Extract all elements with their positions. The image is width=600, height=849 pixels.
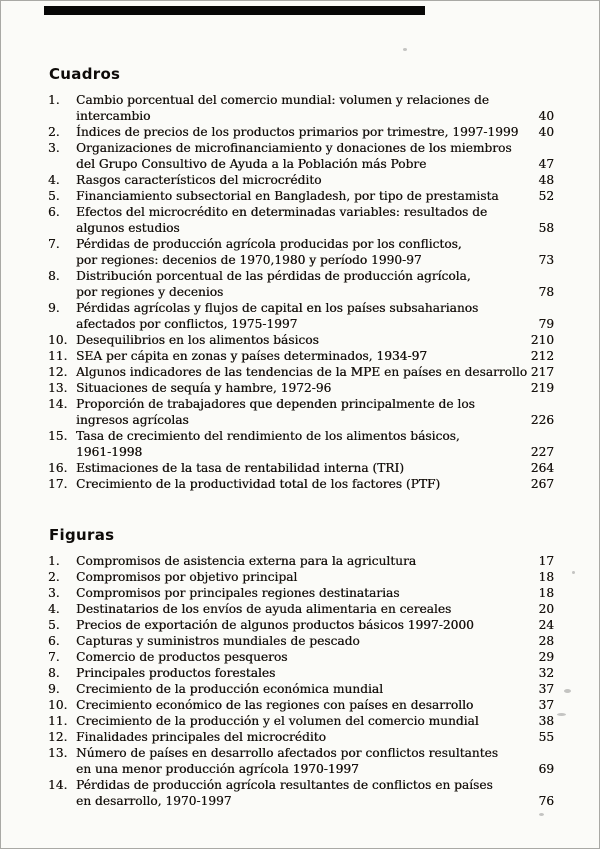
- entry-number: 9.: [48, 301, 60, 315]
- toc-entry: [48, 585, 554, 601]
- entry-title: Proporción de trabajadores que dependen principalmente de los ingresos agrícolas: [76, 397, 475, 427]
- entry-title: Cambio porcentual del comercio mundial: volumen y relaciones de intercambio: [76, 93, 489, 123]
- toc-entry: [48, 396, 554, 428]
- entry-page-number: 17: [538, 554, 554, 568]
- toc-entry: [48, 745, 554, 777]
- entry-number: 12.: [48, 730, 68, 744]
- toc-entry: [48, 124, 554, 140]
- toc-entry: [48, 188, 554, 204]
- entry-number: 2.: [48, 125, 60, 139]
- toc-entry: [48, 140, 554, 172]
- entry-page-number: 217: [530, 365, 554, 379]
- scan-speck: [403, 48, 407, 51]
- entry-page-number: 55: [538, 730, 554, 744]
- entry-page-number: 264: [530, 461, 554, 475]
- toc-entry: [48, 92, 554, 124]
- toc-entry: [48, 729, 554, 745]
- toc-entry: [48, 268, 554, 300]
- entry-title: Algunos indicadores de las tendencias de la MPE en países en desarrollo: [76, 365, 528, 379]
- entry-page-number: 79: [538, 317, 554, 331]
- entry-page-number: 210: [530, 333, 554, 347]
- toc-entry: [48, 681, 554, 697]
- entry-title: Crecimiento de la productividad total de los factores (PTF): [76, 477, 441, 491]
- entry-title: Situaciones de sequía y hambre, 1972-96: [76, 381, 332, 395]
- entry-page-number: 24: [538, 618, 554, 632]
- entry-page-number: 58: [538, 221, 554, 235]
- section-cuadros: [48, 65, 554, 492]
- entry-page-number: 69: [538, 762, 554, 776]
- toc-entry: [48, 569, 554, 585]
- entry-page-number: 20: [538, 602, 554, 616]
- section-figuras: [48, 526, 554, 809]
- entry-title: Desequilibrios en los alimentos básicos: [76, 333, 319, 347]
- entry-number: 13.: [48, 381, 68, 395]
- entry-title: Principales productos forestales: [76, 666, 276, 680]
- entry-number: 4.: [48, 173, 60, 187]
- entry-number: 1.: [48, 554, 60, 568]
- entry-title: Pérdidas de producción agrícola resultantes de conflictos en países en desarrollo, 1970-1997: [76, 778, 493, 808]
- figuras-heading: Figuras: [49, 526, 115, 544]
- entry-title: Compromisos por principales regiones destinatarias: [76, 586, 400, 600]
- toc-entry: [48, 777, 554, 809]
- entry-number: 3.: [48, 141, 60, 155]
- entry-page-number: 40: [538, 125, 554, 139]
- entry-title: Pérdidas agrícolas y flujos de capital en los países subsaharianos afectados por conflictos, 1975-1997: [76, 301, 479, 331]
- toc-entry: [48, 380, 554, 396]
- entry-number: 3.: [48, 586, 60, 600]
- scan-speck: [539, 813, 544, 816]
- entry-number: 5.: [48, 618, 60, 632]
- entry-page-number: 219: [530, 381, 554, 395]
- entry-title: Financiamiento subsectorial en Bangladesh, por tipo de prestamista: [76, 189, 499, 203]
- entry-title: Crecimiento económico de las regiones con países en desarrollo: [76, 698, 474, 712]
- entry-number: 10.: [48, 333, 68, 347]
- entry-title: Distribución porcentual de las pérdidas de producción agrícola, por regiones y decenios: [76, 269, 471, 299]
- toc-entry: [48, 332, 554, 348]
- toc-entry: [48, 428, 554, 460]
- figuras-entries: [48, 553, 554, 809]
- entry-page-number: 47: [538, 157, 554, 171]
- table-of-contents: [48, 65, 554, 809]
- entry-number: 6.: [48, 205, 60, 219]
- entry-number: 14.: [48, 397, 68, 411]
- toc-entry: [48, 553, 554, 569]
- entry-page-number: 226: [530, 413, 554, 427]
- entry-number: 15.: [48, 429, 68, 443]
- entry-number: 7.: [48, 650, 60, 664]
- entry-page-number: 52: [538, 189, 554, 203]
- toc-entry: [48, 633, 554, 649]
- entry-number: 12.: [48, 365, 68, 379]
- top-black-bar: [44, 6, 425, 15]
- entry-title: Precios de exportación de algunos productos básicos 1997-2000: [76, 618, 474, 632]
- scan-speck: [572, 571, 575, 574]
- entry-page-number: 38: [538, 714, 554, 728]
- entry-page-number: 29: [538, 650, 554, 664]
- entry-number: 1.: [48, 93, 60, 107]
- toc-entry: [48, 713, 554, 729]
- entry-page-number: 32: [538, 666, 554, 680]
- entry-page-number: 78: [538, 285, 554, 299]
- entry-number: 11.: [48, 714, 68, 728]
- entry-number: 5.: [48, 189, 60, 203]
- entry-title: Compromisos de asistencia externa para la agricultura: [76, 554, 417, 568]
- scan-speck: [564, 689, 571, 693]
- toc-entry: [48, 476, 554, 492]
- entry-number: 4.: [48, 602, 60, 616]
- scan-speck: [557, 713, 566, 716]
- toc-entry: [48, 172, 554, 188]
- entry-number: 8.: [48, 666, 60, 680]
- entry-title: Efectos del microcrédito en determinadas variables: resultados de algunos estudios: [76, 205, 488, 235]
- toc-entry: [48, 697, 554, 713]
- toc-entry: [48, 617, 554, 633]
- toc-entry: [48, 300, 554, 332]
- entry-title: Estimaciones de la tasa de rentabilidad interna (TRI): [76, 461, 404, 475]
- entry-title: SEA per cápita en zonas y países determinados, 1934-97: [76, 349, 428, 363]
- entry-page-number: 18: [538, 586, 554, 600]
- entry-page-number: 76: [538, 794, 554, 808]
- entry-title: Crecimiento de la producción y el volumen del comercio mundial: [76, 714, 479, 728]
- entry-page-number: 40: [538, 109, 554, 123]
- entry-number: 13.: [48, 746, 68, 760]
- entry-title: Índices de precios de los productos primarios por trimestre, 1997-1999: [76, 125, 519, 139]
- toc-entry: [48, 460, 554, 476]
- entry-number: 8.: [48, 269, 60, 283]
- entry-page-number: 48: [538, 173, 554, 187]
- entry-number: 17.: [48, 477, 68, 491]
- entry-title: Número de países en desarrollo afectados por conflictos resultantes en una menor producción agrícola 1970-1997: [76, 746, 498, 776]
- entry-title: Capturas y suministros mundiales de pescado: [76, 634, 360, 648]
- entry-page-number: 227: [530, 445, 554, 459]
- entry-title: Organizaciones de microfinanciamiento y donaciones de los miembros del Grupo Consultivo de Ayuda a la Población más Pobre: [76, 141, 512, 171]
- toc-entry: [48, 236, 554, 268]
- entry-title: Rasgos característicos del microcrédito: [76, 173, 322, 187]
- entry-number: 14.: [48, 778, 68, 792]
- entry-number: 10.: [48, 698, 68, 712]
- toc-entry: [48, 348, 554, 364]
- cuadros-heading: Cuadros: [49, 65, 121, 83]
- entry-page-number: 212: [530, 349, 554, 363]
- entry-title: Compromisos por objetivo principal: [76, 570, 298, 584]
- entry-number: 9.: [48, 682, 60, 696]
- toc-entry: [48, 364, 554, 380]
- entry-page-number: 37: [538, 682, 554, 696]
- entry-page-number: 37: [538, 698, 554, 712]
- entry-number: 6.: [48, 634, 60, 648]
- toc-entry: [48, 601, 554, 617]
- entry-number: 7.: [48, 237, 60, 251]
- entry-title: Pérdidas de producción agrícola producidas por los conflictos, por regiones: decenios de 1970,1980 y período 1990-97: [76, 237, 462, 267]
- entry-title: Crecimiento de la producción económica mundial: [76, 682, 383, 696]
- entry-number: 16.: [48, 461, 68, 475]
- entry-title: Finalidades principales del microcrédito: [76, 730, 326, 744]
- entry-page-number: 73: [538, 253, 554, 267]
- entry-page-number: 28: [538, 634, 554, 648]
- toc-entry: [48, 204, 554, 236]
- entry-title: Destinatarios de los envíos de ayuda alimentaria en cereales: [76, 602, 452, 616]
- entry-page-number: 18: [538, 570, 554, 584]
- cuadros-entries: [48, 92, 554, 492]
- entry-page-number: 267: [530, 477, 554, 491]
- entry-number: 11.: [48, 349, 68, 363]
- entry-title: Tasa de crecimiento del rendimiento de los alimentos básicos, 1961-1998: [76, 429, 460, 459]
- entry-number: 2.: [48, 570, 60, 584]
- toc-entry: [48, 649, 554, 665]
- toc-entry: [48, 665, 554, 681]
- entry-title: Comercio de productos pesqueros: [76, 650, 288, 664]
